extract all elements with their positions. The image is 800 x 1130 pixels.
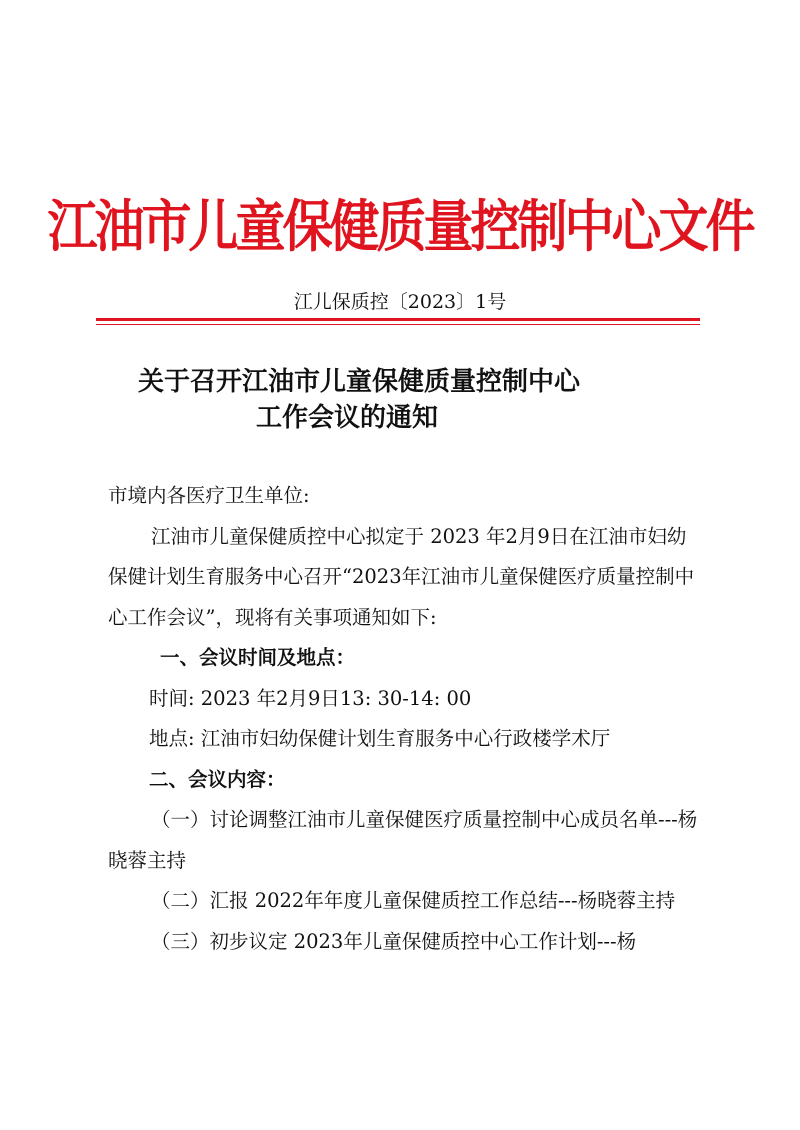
section-heading-time-location: 一、会议时间及地点： [160, 646, 356, 669]
meeting-location: 地点: 江油市妇幼保健计划生育服务中心行政楼学术厅 [149, 727, 611, 750]
notice-title-line1: 关于召开江油市儿童保健质量控制中心 [138, 367, 581, 397]
header-divider-thin [96, 324, 700, 325]
agenda-item-2: （二）汇报 2022年年度儿童保健质控工作总结---杨晓蓉主持 [151, 889, 676, 912]
header-divider-thick [96, 318, 700, 321]
notice-title-line2: 工作会议的通知 [256, 403, 439, 433]
intro-paragraph: 江油市儿童保健质控中心拟定于 2023 年2月9日在江油市妇幼保健计划生育服务中心召开“2023年江油市儿童保健医疗质量控制中心工作会议”，现将有关事项通知如下: [108, 524, 695, 629]
section-heading-content: 二、会议内容： [149, 767, 286, 791]
recipient-line: 市境内各医疗卫生单位: [108, 484, 310, 507]
agenda-item-1: （一）讨论调整江油市儿童保健医疗质量控制中心成员名单---杨晓蓉主持 [108, 808, 698, 872]
document-number: 江儿保质控〔2023〕1号 [293, 291, 507, 313]
org-header-title: 江油市儿童保健质量控制中心文件 [47, 194, 753, 260]
notice-body [108, 476, 700, 962]
meeting-time: 时间: 2023 年2月9日13: 30-14: 00 [149, 686, 472, 710]
agenda-item-3: （三）初步议定 2023年儿童保健质控中心工作计划---杨 [151, 929, 637, 953]
